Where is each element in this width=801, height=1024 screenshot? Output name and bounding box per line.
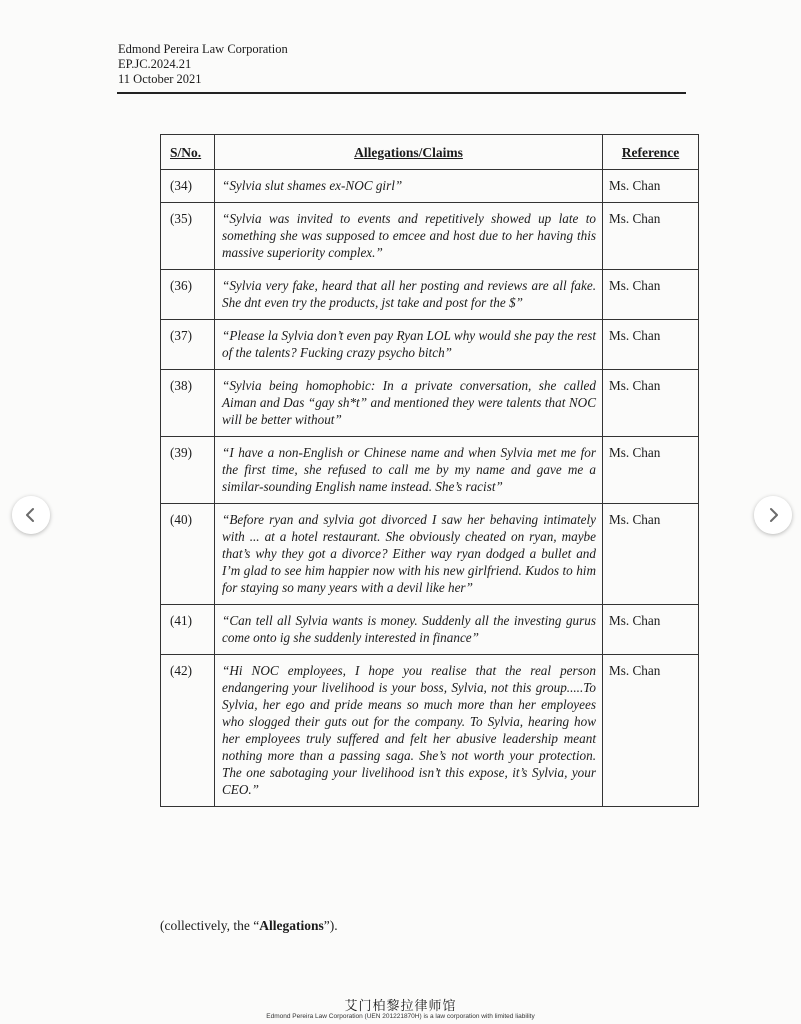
allegation-text: “Sylvia being homophobic: In a private conversation, she called Aiman and Das “gay sh*t” and mentioned they were talents that NOC will be better without” (215, 370, 603, 437)
row-reference: Ms. Chan (603, 504, 699, 605)
allegation-text: “Hi NOC employees, I hope you realise that the real person endangering your livelihood is your boss, Sylvia, not this group.....To Sylvia, her ego and pride means so much more than her employees who slogged their guts out for the company. To Sylvia, hearing how her employees truly suffered and felt her abusive leadership meant nothing more than a passing saga. She’s not worth your protection. The one sabotaging your livelihood isn’t this expose, it’s Sylvia, your CEO.” (215, 655, 603, 807)
firm-name: Edmond Pereira Law Corporation (118, 42, 288, 56)
carousel-prev-button[interactable] (12, 496, 50, 534)
closing-suffix: ”). (323, 918, 338, 933)
table-row (161, 605, 699, 655)
row-number: (37) (161, 320, 215, 370)
table-header-row (161, 135, 699, 170)
closing-statement (160, 918, 338, 934)
row-number: (40) (161, 504, 215, 605)
allegation-text: “I have a non-English or Chinese name and when Sylvia met me for the first time, she refused to call me by my name and gave me a similar-sounding English name instead. She’s racist” (215, 437, 603, 504)
row-number: (36) (161, 270, 215, 320)
table-row (161, 320, 699, 370)
table-row (161, 170, 699, 203)
chevron-right-icon (765, 507, 781, 523)
row-number: (42) (161, 655, 215, 807)
allegation-text: “Before ryan and sylvia got divorced I saw her behaving intimately with ... at a hotel restaurant. She obviously cheated on ryan, maybe that’s why they got a divorce? Either way ryan dodged a bullet and I’m glad to see him happier now with his new girlfriend. Kudos to him for staying so many years with a devil like her” (215, 504, 603, 605)
row-reference: Ms. Chan (603, 370, 699, 437)
row-reference: Ms. Chan (603, 605, 699, 655)
allegation-text: “Sylvia slut shames ex-NOC girl” (215, 170, 603, 203)
column-header-reference: Reference (603, 135, 699, 170)
chevron-left-icon (23, 507, 39, 523)
column-header-sno: S/No. (161, 135, 215, 170)
allegations-table (160, 134, 699, 807)
row-number: (39) (161, 437, 215, 504)
row-reference: Ms. Chan (603, 270, 699, 320)
column-header-claims: Allegations/Claims (215, 135, 603, 170)
table-row (161, 370, 699, 437)
row-number: (41) (161, 605, 215, 655)
header-divider (117, 92, 686, 94)
table-row (161, 504, 699, 605)
footer-legal-line: Edmond Pereira Law Corporation (UEN 201221870H) is a law corporation with limited liability (266, 1013, 535, 1020)
carousel-next-button[interactable] (754, 496, 792, 534)
row-reference: Ms. Chan (603, 170, 699, 203)
allegation-text: “Can tell all Sylvia wants is money. Suddenly all the investing gurus come onto ig she suddenly interested in finance” (215, 605, 603, 655)
allegation-text: “Sylvia very fake, heard that all her posting and reviews are all fake. She dnt even try the products, jst take and post for the $” (215, 270, 603, 320)
row-reference: Ms. Chan (603, 437, 699, 504)
reference-number: EP.JC.2024.21 (118, 57, 192, 71)
row-reference: Ms. Chan (603, 655, 699, 807)
defined-term: Allegations (259, 918, 324, 933)
table-row (161, 203, 699, 270)
footer-chinese-name: 艾门柏黎拉律师馆 (344, 999, 457, 1014)
row-number: (34) (161, 170, 215, 203)
table-row (161, 437, 699, 504)
allegation-text: “Sylvia was invited to events and repetitively showed up late to something she was supposed to emcee and host due to her having this massive superiority complex.” (215, 203, 603, 270)
row-number: (35) (161, 203, 215, 270)
row-reference: Ms. Chan (603, 320, 699, 370)
row-reference: Ms. Chan (603, 203, 699, 270)
allegation-text: “Please la Sylvia don’t even pay Ryan LOL why would she pay the rest of the talents? Fucking crazy psycho bitch” (215, 320, 603, 370)
letter-date: 11 October 2021 (118, 72, 202, 86)
closing-prefix: (collectively, the “ (160, 918, 260, 933)
letterhead (118, 42, 288, 87)
row-number: (38) (161, 370, 215, 437)
table-row (161, 270, 699, 320)
table-row (161, 655, 699, 807)
